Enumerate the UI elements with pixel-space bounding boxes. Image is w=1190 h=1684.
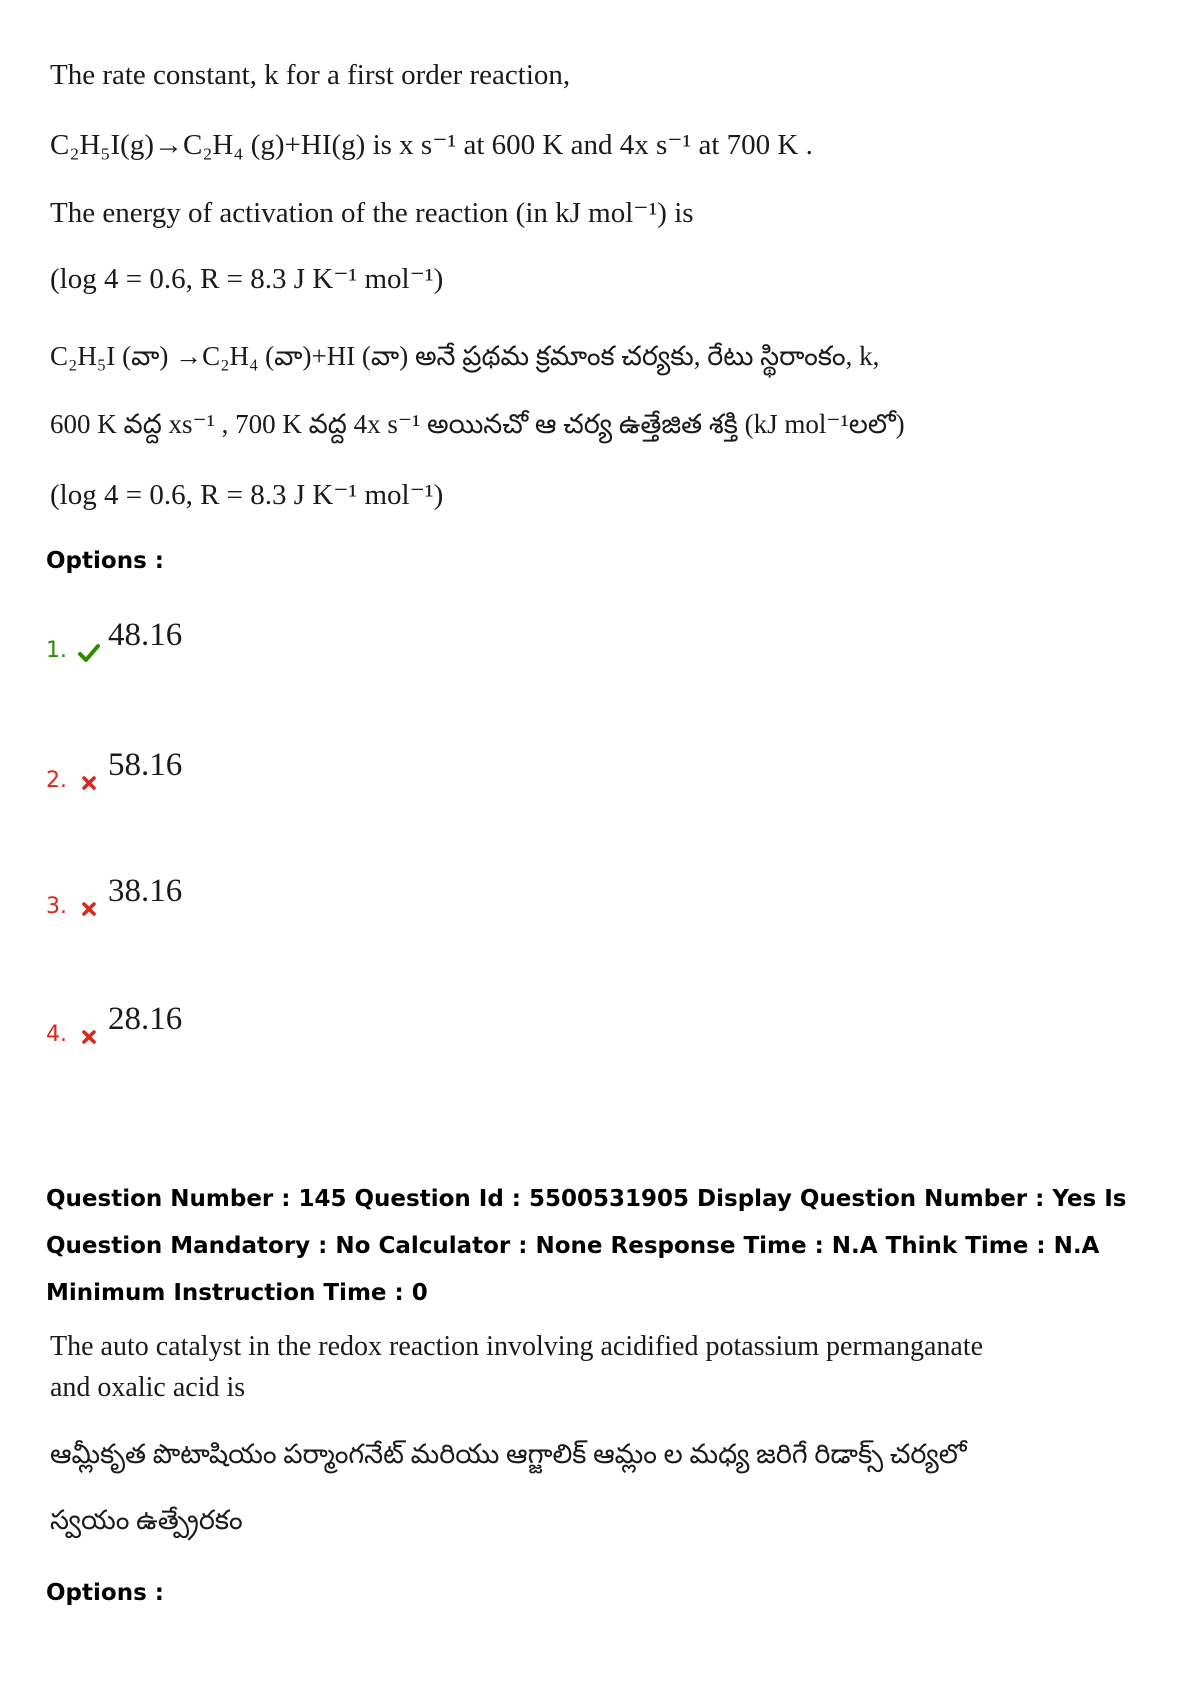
question-telugu-line-1: C₂H₅I (వా) →C₂H₄ (వా)+HI (వా) అనే ప్రథమ క్రమాంక చర్యకు, రేటు స్థిరాంకం, k, — [50, 341, 880, 371]
option-value: 58.16 — [108, 747, 183, 783]
option-number: 4. — [46, 1022, 67, 1047]
cross-icon — [76, 770, 102, 796]
question-telugu-line-1: ఆమ్లీకృత పొటాషియం పర్మాంగనేట్ మరియు ఆగ్జాలిక్ ఆమ్లం ల మధ్య జరిగే రిడాక్స్ చర్యలో — [50, 1439, 967, 1469]
option-value: 48.16 — [108, 617, 183, 653]
option-2 — [46, 742, 182, 792]
option-1 — [46, 612, 182, 662]
question-english-line-2: C₂H₅I(g)→C₂H₄ (g)+HI(g) is x s⁻¹ at 600 K and 4x s⁻¹ at 700 K . — [50, 129, 813, 161]
question-english-line-2: and oxalic acid is — [50, 1372, 246, 1403]
option-4 — [46, 996, 182, 1046]
option-value: 28.16 — [108, 1001, 183, 1037]
question-telugu-line-3: (log 4 = 0.6, R = 8.3 J K⁻¹ mol⁻¹) — [50, 479, 444, 511]
options-label: Options : — [46, 548, 164, 574]
option-number: 1. — [46, 638, 67, 663]
question-telugu-line-2: స్వయం ఉత్ప్రేరకం — [50, 1505, 243, 1535]
cross-icon — [76, 896, 102, 922]
question-telugu-line-2: 600 K వద్ద xs⁻¹ , 700 K వద్ద 4x s⁻¹ అయినచో ఆ చర్య ఉత్తేజిత శక్తి (kJ mol⁻¹లలో) — [50, 409, 905, 439]
option-3 — [46, 868, 182, 918]
question-english-line-4: (log 4 = 0.6, R = 8.3 J K⁻¹ mol⁻¹) — [50, 263, 444, 295]
options-label: Options : — [46, 1580, 164, 1606]
question-english-line-3: The energy of activation of the reaction (in kJ mol⁻¹) is — [50, 197, 694, 229]
question-english-line-1: The rate constant, k for a first order reaction, — [50, 59, 571, 91]
question-english-line-1: The auto catalyst in the redox reaction involving acidified potassium permanganate — [50, 1331, 984, 1362]
question-metadata: Question Number : 145 Question Id : 5500531905 Display Question Number : Yes Is Question Mandatory : No Calculator : None Response Time : N.A Think Time : N.A Minimum Instruction Time : 0 — [46, 1186, 1127, 1306]
cross-icon — [76, 1024, 102, 1050]
option-number: 2. — [46, 768, 67, 793]
check-icon — [76, 640, 102, 666]
option-value: 38.16 — [108, 873, 183, 909]
option-number: 3. — [46, 894, 67, 919]
